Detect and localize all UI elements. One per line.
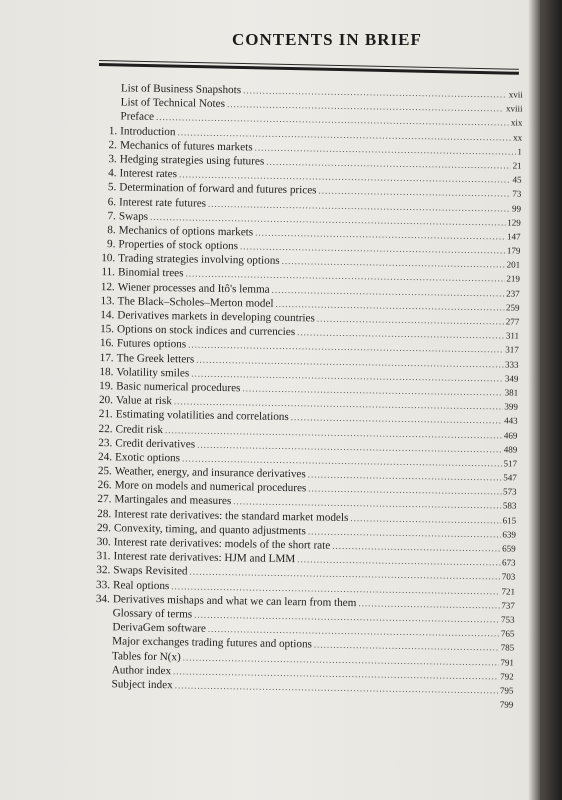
toc-entry-number: 24. xyxy=(98,450,113,464)
toc-entry-title: Credit risk xyxy=(115,422,164,436)
toc-entry-title: The Black–Scholes–Merton model xyxy=(117,295,274,310)
toc-entry-title: List of Business Snapshots xyxy=(120,82,242,97)
toc-entry-number: 10. xyxy=(101,252,116,265)
toc-entry-title: Introduction xyxy=(120,124,176,138)
toc-entry-title: Hedging strategies using futures xyxy=(119,153,265,168)
toc-entry-number: 29. xyxy=(96,521,112,535)
toc-entry-title: Interest rate futures xyxy=(119,195,207,210)
toc-entry-number: 21. xyxy=(98,408,113,421)
toc-entry-number: 1. xyxy=(108,124,118,137)
toc-entry-page: 277 xyxy=(505,316,520,327)
toc-entry-number: 7. xyxy=(107,209,116,222)
toc-entry-number: 14. xyxy=(100,309,115,322)
toc-entry-title: Binomial trees xyxy=(117,266,184,280)
toc-entry-title: Futures options xyxy=(116,337,187,351)
toc-entry-page: 21 xyxy=(512,160,522,171)
toc-entry-page: 399 xyxy=(504,401,519,412)
toc-entry-page: xvii xyxy=(508,89,523,100)
toc-entry-number: 20. xyxy=(98,394,114,407)
toc-entry-number: 6. xyxy=(107,195,117,208)
toc-entry-page: 765 xyxy=(500,628,515,639)
toc-entry-page: 469 xyxy=(503,429,518,441)
toc-entry-page: 659 xyxy=(502,543,516,554)
toc-entry-page: 795 xyxy=(499,685,514,696)
toc-entry-number: 12. xyxy=(100,280,115,293)
toc-entry-title: Wiener processes and Itô's lemma xyxy=(117,280,270,296)
toc-entry-page: 615 xyxy=(502,515,517,526)
toc-entry-page: 703 xyxy=(501,571,516,582)
toc-entry-number: 5. xyxy=(107,181,117,194)
toc-entry-number: 17. xyxy=(99,351,114,364)
table-of-contents xyxy=(88,81,523,712)
toc-entry-number: 16. xyxy=(99,337,114,350)
toc-entry-page: xx xyxy=(513,132,523,143)
toc-entry-number: 19. xyxy=(99,379,114,393)
toc-entry-page: 792 xyxy=(500,671,514,682)
toc-entry-page: 129 xyxy=(507,217,521,228)
toc-entry-number: 15. xyxy=(100,323,115,336)
toc-entry-title: Properties of stock options xyxy=(118,238,239,253)
toc-entry-number: 11. xyxy=(101,266,116,279)
toc-entry-title: Preface xyxy=(120,110,155,124)
toc-entry-number: 25. xyxy=(97,465,112,478)
toc-entry-page: 219 xyxy=(506,273,521,285)
toc-entry-number: 26. xyxy=(97,479,112,492)
toc-entry-page: 201 xyxy=(506,259,521,270)
toc-entry-title: Determination of forward and futures prices xyxy=(119,181,317,197)
toc-entry-number: 2. xyxy=(108,138,118,152)
toc-entry-page: 179 xyxy=(506,245,521,256)
toc-entry-title: Tables for N(x) xyxy=(111,649,181,663)
toc-entry-page: 791 xyxy=(500,656,515,668)
toc-entry-page: 443 xyxy=(504,415,518,426)
toc-entry-page: 1 xyxy=(517,146,523,157)
toc-entry-page: 237 xyxy=(506,288,520,299)
toc-entry-page: 259 xyxy=(505,302,520,313)
toc-entry-page: 317 xyxy=(505,344,519,356)
toc-entry-title: Swaps Revisited xyxy=(113,564,188,578)
toc-entry-title: Glossary of terms xyxy=(112,607,193,621)
toc-entry-number: 8. xyxy=(107,224,116,237)
toc-entry-title: Major exchanges trading futures and options xyxy=(112,635,313,651)
toc-entry-page: 489 xyxy=(503,444,518,455)
toc-entry-title: More on models and numerical procedures xyxy=(114,479,307,495)
toc-entry-page: 753 xyxy=(501,614,515,625)
toc-entry-page: 311 xyxy=(505,330,520,341)
toc-entry-title: Interest rate derivatives: models of the short rate xyxy=(113,536,331,552)
toc-entry-page: 99 xyxy=(511,203,522,214)
toc-entry-number: 9. xyxy=(106,238,116,251)
toc-entry-title: Exotic options xyxy=(114,451,181,465)
toc-entry-number: 4. xyxy=(108,167,117,180)
toc-entry-title: Derivatives mishaps and what we can learn from them xyxy=(112,593,357,609)
toc-entry-title: Estimating volatilities and correlations xyxy=(115,408,289,424)
toc-entry-title: Basic numerical procedures xyxy=(116,380,241,395)
toc-entry-title: Derivatives markets in developing countries xyxy=(117,309,315,325)
toc-entry-title: Swaps xyxy=(118,210,149,223)
toc-entry-title: DerivaGem software xyxy=(112,621,207,635)
toc-entry-title: Martingales and measures xyxy=(114,493,232,508)
toc-entry-page: xix xyxy=(510,117,523,129)
toc-entry-page: 721 xyxy=(501,585,516,597)
toc-entry-title: Subject index xyxy=(111,678,173,692)
toc-entry-page: 547 xyxy=(503,472,517,483)
toc-entry-number: 27. xyxy=(97,493,112,506)
toc-entry-page: 673 xyxy=(501,557,516,568)
toc-entry-page: 737 xyxy=(501,600,515,611)
toc-entry-number: 28. xyxy=(97,507,112,520)
toc-entry-number: 30. xyxy=(96,536,111,549)
toc-entry-number: 32. xyxy=(96,564,111,577)
toc-entry-title: Weather, energy, and insurance derivatives xyxy=(114,465,306,481)
toc-entry-title: Convexity, timing, and quanto adjustments xyxy=(113,522,306,538)
toc-entry-page: 573 xyxy=(503,486,517,497)
toc-entry-title: Author index xyxy=(111,663,172,677)
toc-entry-page: 45 xyxy=(512,174,522,185)
toc-entry-number: 34. xyxy=(95,592,110,605)
toc-entry-number: 31. xyxy=(96,550,111,563)
toc-entry-page: xviii xyxy=(506,103,523,114)
toc-entry-page: 583 xyxy=(502,500,517,512)
toc-entry-number: 22. xyxy=(98,422,113,435)
toc-entry-title: Value at risk xyxy=(115,394,172,408)
toc-entry-number: 23. xyxy=(98,436,113,449)
toc-entry-title: List of Technical Notes xyxy=(120,96,226,111)
toc-entry-title: Options on stock indices and currencies xyxy=(117,323,296,339)
toc-entry-number: 18. xyxy=(99,365,114,379)
toc-entry-title: Interest rate derivatives: HJM and LMM xyxy=(113,550,296,566)
toc-entry-title: Mechanics of options markets xyxy=(118,224,254,239)
toc-entry-title: Interest rate derivatives: the standard market models xyxy=(114,507,349,524)
toc-entry-title: Trading strategies involving options xyxy=(118,252,280,268)
toc-entry-page: 333 xyxy=(505,358,519,370)
toc-entry-page: 73 xyxy=(512,188,522,199)
toc-entry-page: 639 xyxy=(502,529,517,540)
toc-entry-title: The Greek letters xyxy=(116,351,195,366)
toc-entry-number: 13. xyxy=(100,294,115,308)
toc-entry-title: Mechanics of futures markets xyxy=(119,139,253,154)
toc-entry-title: Interest rates xyxy=(119,167,178,181)
toc-entry-page: 517 xyxy=(503,458,518,469)
toc-entry-title: Real options xyxy=(112,578,170,592)
toc-entry-page: 349 xyxy=(504,373,519,384)
toc-entry-page: 799 xyxy=(499,699,514,710)
toc-entry-number: 33. xyxy=(96,578,111,591)
toc-entry-title: Credit derivatives xyxy=(115,437,196,451)
toc-entry-title: Volatility smiles xyxy=(116,366,190,380)
page-title: CONTENTS IN BRIEF xyxy=(232,30,422,49)
toc-entry-number: 3. xyxy=(108,153,117,166)
toc-entry-page: 147 xyxy=(507,231,521,242)
page-edge-shadow xyxy=(528,0,562,800)
toc-entry-page: 381 xyxy=(504,387,519,398)
toc-entry-page: 785 xyxy=(500,642,515,653)
